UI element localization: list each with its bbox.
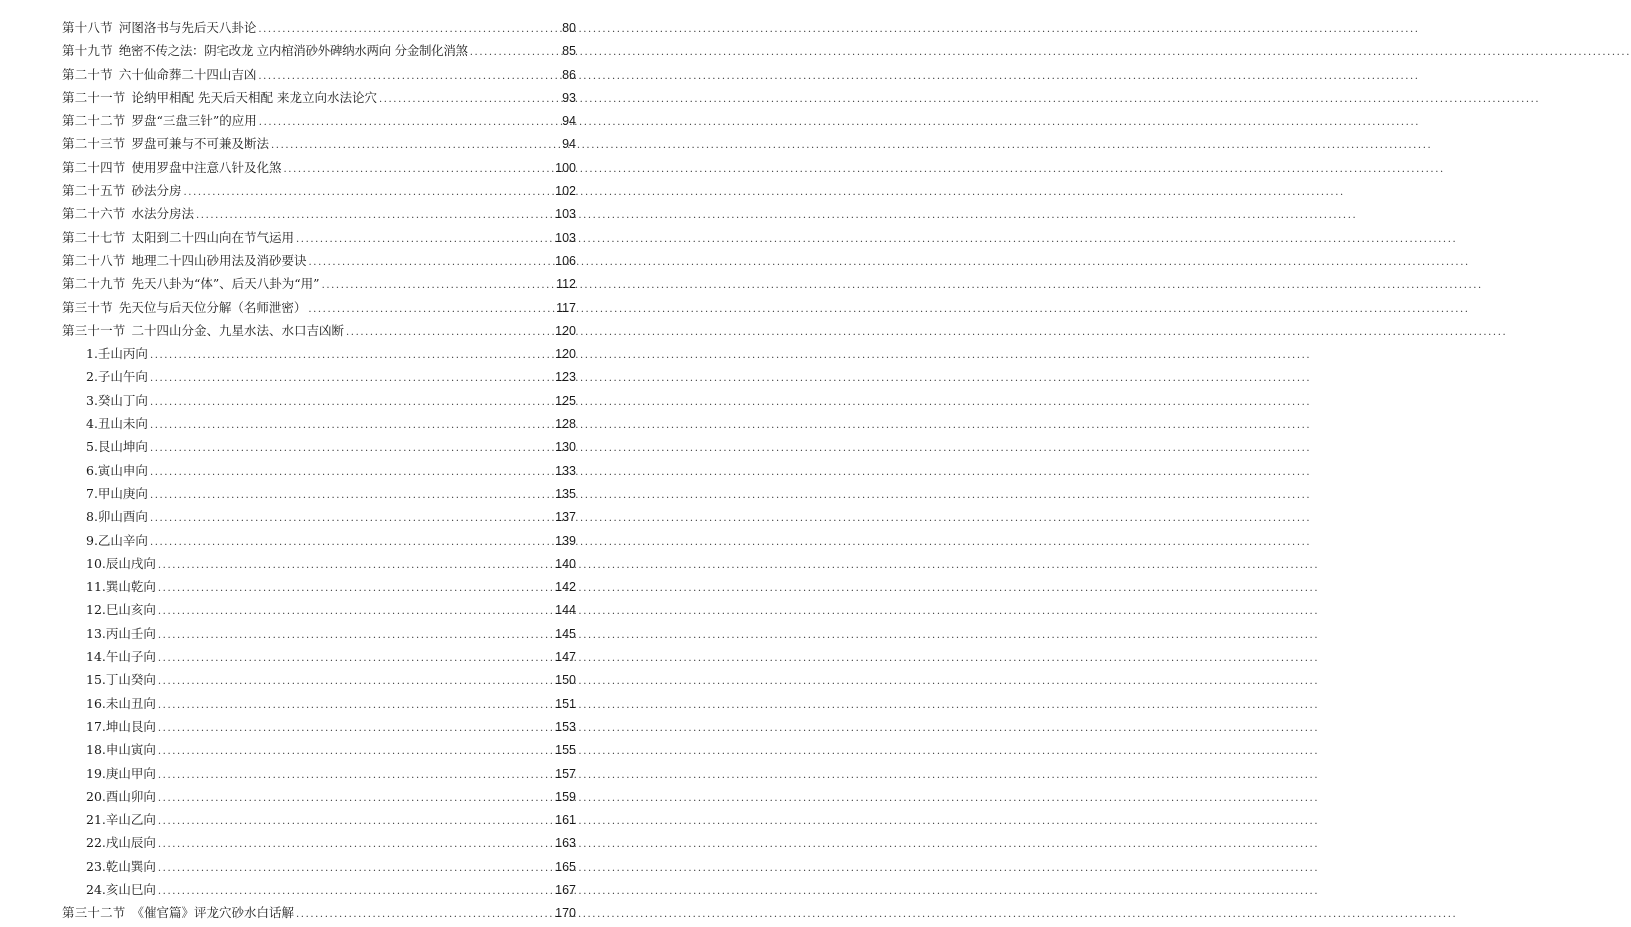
subentry-title: 11.巽山乾向: [86, 579, 156, 595]
page-number: 125: [555, 393, 576, 408]
toc-subentry[interactable]: [62, 552, 576, 575]
section-number: 第二十七节: [62, 229, 126, 245]
toc-page: [0, 0, 634, 921]
page-number: 80: [562, 21, 576, 35]
toc-subentry[interactable]: [62, 342, 576, 365]
section-number: 第二十二节: [62, 113, 126, 129]
page-number: 165: [555, 859, 576, 874]
toc-subentry[interactable]: [62, 505, 576, 528]
subentry-title: 7.甲山庚向: [86, 485, 148, 501]
toc-subentry[interactable]: [62, 785, 576, 808]
table-of-contents: [62, 16, 576, 925]
toc-entry-section-24[interactable]: [62, 156, 576, 179]
page-number: 93: [562, 90, 576, 105]
subentry-title: 23.乾山巽向: [86, 858, 156, 874]
dot-leader: [284, 158, 554, 181]
section-title: 太阳到二十四山向在节气运用: [131, 229, 295, 245]
dot-leader: [150, 414, 553, 437]
section-number: 第二十四节: [62, 159, 126, 175]
subentry-title: 17.坤山艮向: [86, 718, 156, 734]
subentry-title: 12.巳山亥向: [86, 602, 156, 618]
page-number: 120: [555, 323, 576, 338]
toc-subentry[interactable]: [62, 808, 576, 831]
page-number: 145: [555, 626, 576, 641]
subentry-title: 19.庚山甲向: [86, 765, 156, 781]
dot-leader: [309, 251, 554, 274]
page-number: 120: [555, 347, 576, 362]
toc-entry-section-27[interactable]: [62, 226, 576, 249]
page-number: 103: [555, 230, 576, 245]
section-title: 先天位与后天位分解（名师泄密）: [118, 299, 307, 315]
toc-entry-section-31[interactable]: [62, 319, 576, 342]
dot-leader: [158, 810, 553, 833]
dot-leader: [258, 65, 560, 88]
toc-subentry[interactable]: [62, 435, 576, 458]
page-number: 133: [555, 463, 576, 478]
subentry-title: 1.壬山丙向: [86, 346, 148, 362]
page-number: 103: [555, 207, 576, 222]
dot-leader: [150, 367, 553, 390]
toc-entry-section-18[interactable]: [62, 16, 576, 39]
dot-leader: [158, 857, 553, 880]
dot-leader: [379, 88, 560, 111]
toc-entry-section-26[interactable]: [62, 202, 576, 225]
dot-leader: [296, 903, 553, 926]
toc-entry-section-32[interactable]: [62, 901, 576, 924]
toc-subentry[interactable]: [62, 389, 576, 412]
subentry-title: 15.丁山癸向: [86, 672, 156, 688]
toc-subentry[interactable]: [62, 365, 576, 388]
dot-leader: [158, 717, 553, 740]
page-number: 85: [562, 44, 576, 59]
page-number: 159: [555, 789, 576, 804]
subentry-title: 8.卯山酉向: [86, 509, 148, 525]
toc-subentry[interactable]: [62, 412, 576, 435]
subentry-title: 2.子山午向: [86, 369, 148, 385]
toc-subentry[interactable]: [62, 598, 576, 621]
page-number: 167: [555, 882, 576, 897]
toc-subentry[interactable]: [62, 622, 576, 645]
dot-leader: [158, 694, 553, 717]
section-title: 六十仙命葬二十四山吉凶: [118, 66, 257, 82]
page-number: 151: [555, 696, 576, 711]
page-number: 112: [556, 277, 576, 292]
dot-leader: [150, 461, 553, 484]
subentry-title: 6.寅山申向: [86, 462, 148, 478]
toc-subentry[interactable]: [62, 459, 576, 482]
dot-leader: [150, 484, 553, 507]
page-number: 161: [555, 813, 576, 828]
toc-subentry[interactable]: [62, 738, 576, 761]
dot-leader: [150, 507, 553, 530]
subentry-title: 16.未山丑向: [86, 695, 156, 711]
page-number: 147: [555, 650, 576, 665]
page-number: 102: [555, 184, 576, 199]
section-number: 第三十二节: [62, 905, 126, 921]
toc-entry-section-20[interactable]: [62, 63, 576, 86]
section-title: 《催官篇》评龙穴砂水白话解: [131, 905, 295, 921]
section-title: 先天八卦为“体”、后天八卦为“用”: [131, 276, 320, 292]
dot-leader: [158, 647, 553, 670]
subentry-title: 21.辛山乙向: [86, 812, 156, 828]
section-number: 第二十节: [62, 66, 113, 82]
dot-leader: [158, 577, 553, 600]
dot-leader: [158, 880, 553, 903]
section-title: 论纳甲相配 先天后天相配 来龙立向水法论穴: [131, 89, 377, 105]
page-number: 155: [555, 743, 576, 758]
toc-subentry[interactable]: [62, 878, 576, 901]
page-number: 142: [555, 580, 576, 595]
toc-entry-section-29[interactable]: [62, 272, 576, 295]
dot-leader: [470, 41, 560, 64]
page-number: 94: [562, 137, 576, 152]
subentry-title: 18.申山寅向: [86, 742, 156, 758]
page-number: 130: [555, 440, 576, 455]
dot-leader: [158, 600, 553, 623]
dot-leader: [150, 391, 553, 414]
subentry-title: 3.癸山丁向: [86, 392, 148, 408]
subentry-title: 14.午山子向: [86, 649, 156, 665]
subentry-title: 10.辰山戌向: [86, 555, 156, 571]
section-number: 第二十八节: [62, 252, 126, 268]
dot-leader: [150, 344, 553, 367]
dot-leader: [150, 437, 553, 460]
page-number: 86: [562, 67, 576, 82]
section-title: 使用罗盘中注意八针及化煞: [131, 159, 282, 175]
section-title: 水法分房法: [131, 206, 195, 222]
toc-subentry[interactable]: [62, 762, 576, 785]
dot-leader: [346, 321, 553, 344]
toc-subentry[interactable]: [62, 482, 576, 505]
page-number: 153: [555, 719, 576, 734]
dot-leader: [271, 134, 560, 157]
page-number: 150: [555, 673, 576, 688]
section-number: 第三十一节: [62, 322, 126, 338]
dot-leader: [150, 531, 553, 554]
toc-entry-section-19[interactable]: [62, 39, 576, 62]
toc-subentry[interactable]: [62, 529, 576, 552]
subentry-title: 22.戌山辰向: [86, 835, 156, 851]
page-number: 117: [556, 300, 576, 315]
section-title: 绝密不传之法：阴宅改龙 立内棺消砂外碑纳水两向 分金制化消煞: [118, 43, 468, 59]
toc-entry-section-28[interactable]: [62, 249, 576, 272]
dot-leader: [184, 181, 554, 204]
page-number: 123: [555, 370, 576, 385]
section-number: 第二十五节: [62, 183, 126, 199]
dot-leader: [258, 18, 560, 41]
section-title: 砂法分房: [131, 183, 182, 199]
section-number: 第十八节: [62, 20, 113, 35]
page-number: 94: [562, 114, 576, 129]
page-number: 100: [555, 160, 576, 175]
dot-leader: [158, 670, 553, 693]
section-title: 罗盘“三盘三针”的应用: [131, 113, 257, 129]
subentry-title: 13.丙山壬向: [86, 625, 156, 641]
toc-subentry[interactable]: [62, 645, 576, 668]
section-number: 第三十节: [62, 299, 113, 315]
subentry-title: 20.酉山卯向: [86, 788, 156, 804]
dot-leader: [308, 298, 554, 321]
toc-entry-section-30[interactable]: [62, 296, 576, 319]
dot-leader: [158, 624, 553, 647]
section-title: 二十四山分金、九星水法、水口吉凶断: [131, 322, 345, 338]
toc-subentry[interactable]: [62, 668, 576, 691]
dot-leader: [158, 787, 553, 810]
page-number: 170: [555, 906, 576, 921]
toc-entry-section-21[interactable]: [62, 86, 576, 109]
dot-leader: [196, 204, 553, 227]
page-number: 144: [555, 603, 576, 618]
page-number: 137: [555, 510, 576, 525]
section-number: 第二十九节: [62, 276, 126, 292]
toc-subentry[interactable]: [62, 575, 576, 598]
subentry-title: 5.艮山坤向: [86, 439, 148, 455]
page-number: 157: [555, 766, 576, 781]
subentry-title: 4.丑山未向: [86, 416, 148, 432]
section-number: 第二十六节: [62, 206, 126, 222]
dot-leader: [259, 111, 560, 134]
section-number: 第十九节: [62, 43, 113, 59]
page-number: 128: [555, 417, 576, 432]
page-number: 135: [555, 486, 576, 501]
subentry-title: 9.乙山辛向: [86, 532, 148, 548]
page-number: 106: [555, 253, 576, 268]
toc-entry-section-23[interactable]: [62, 132, 576, 155]
dot-leader: [158, 554, 553, 577]
section-title: 罗盘可兼与不可兼及断法: [131, 136, 270, 152]
toc-subentry[interactable]: [62, 692, 576, 715]
toc-subentry[interactable]: [62, 715, 576, 738]
dot-leader: [296, 228, 553, 251]
page-number: 163: [555, 836, 576, 851]
page-number: 140: [555, 556, 576, 571]
section-number: 第二十一节: [62, 89, 126, 105]
page-number: 139: [555, 533, 576, 548]
toc-entry-section-25[interactable]: [62, 179, 576, 202]
toc-entry-section-22[interactable]: [62, 109, 576, 132]
section-title: 地理二十四山砂用法及消砂要诀: [131, 252, 307, 268]
dot-leader: [158, 764, 553, 787]
section-number: 第二十三节: [62, 136, 126, 152]
dot-leader: [322, 274, 554, 297]
dot-leader: [158, 740, 553, 763]
subentry-title: 24.亥山巳向: [86, 881, 156, 897]
dot-leader: [158, 833, 553, 856]
toc-subentry[interactable]: [62, 831, 576, 854]
toc-subentry[interactable]: [62, 855, 576, 878]
section-title: 河图洛书与先后天八卦论: [118, 20, 257, 35]
